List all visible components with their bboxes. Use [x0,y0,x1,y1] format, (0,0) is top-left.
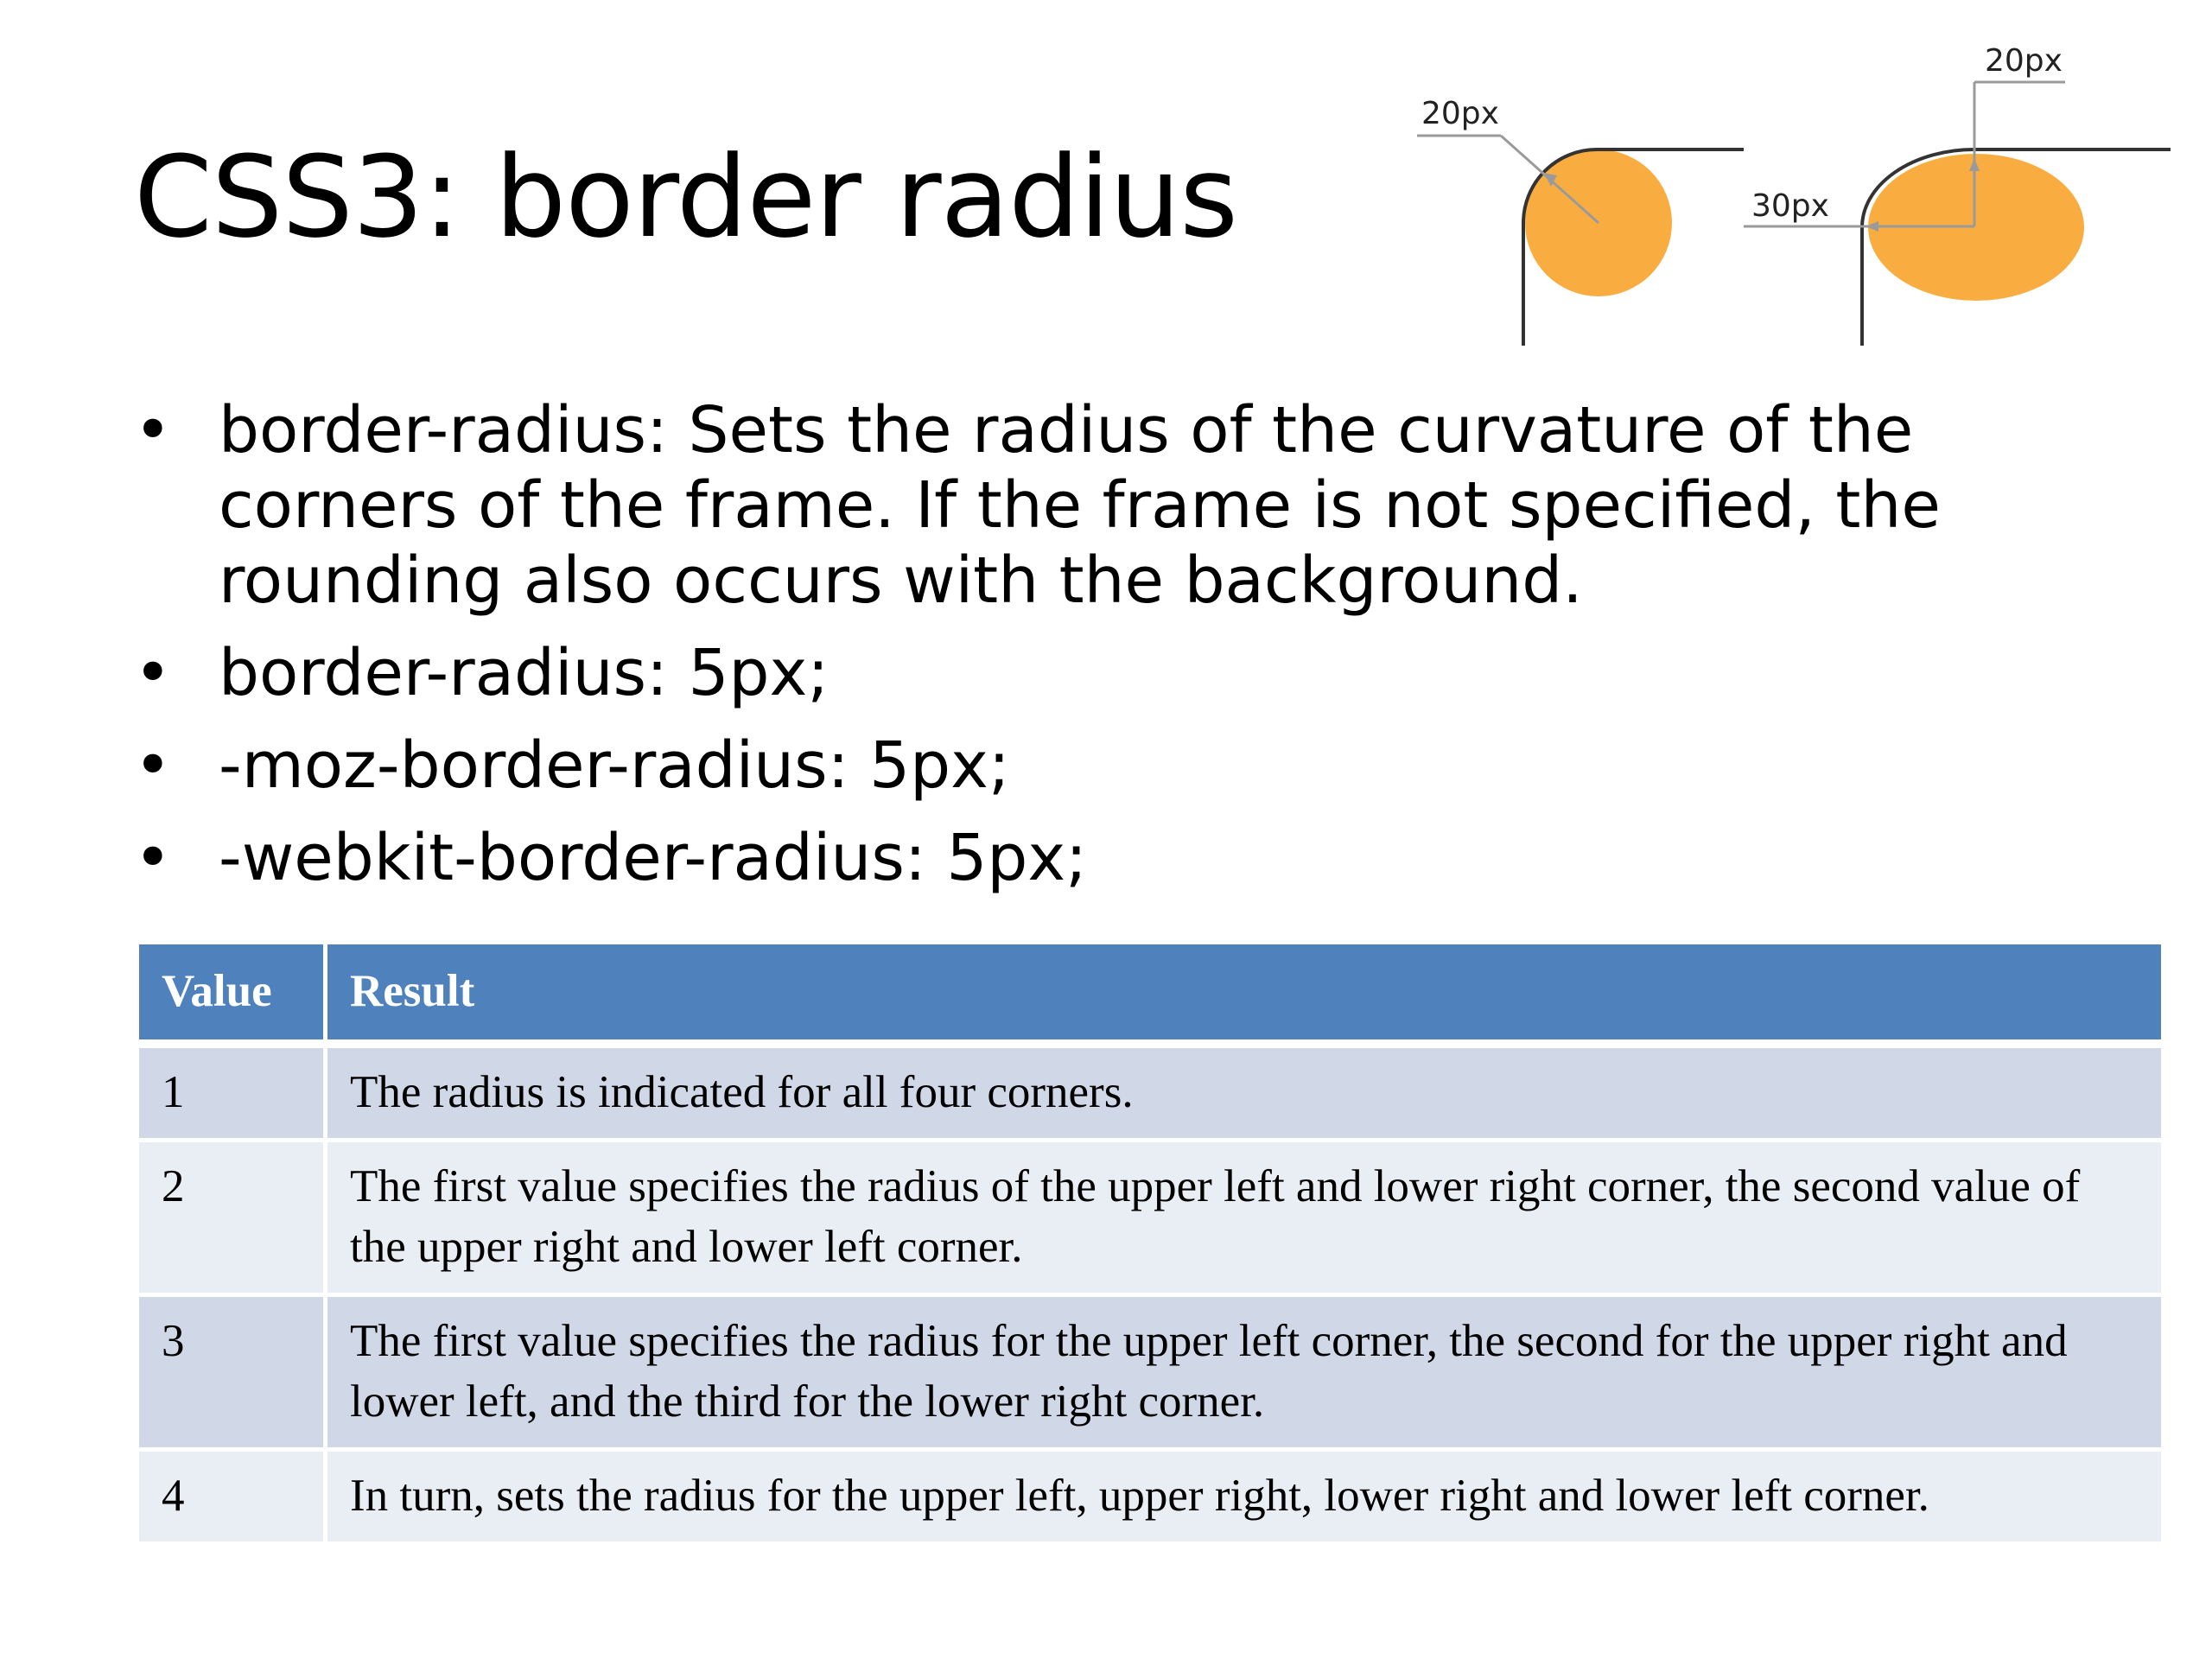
bullet-item [130,821,2117,896]
table-row [139,1142,2161,1297]
bullet-dot: • [134,728,172,803]
cell-value: 1 [139,1048,327,1142]
bullet-text: border-radius: 5px; [219,636,830,710]
table-row [139,1452,2161,1546]
border-radius-diagram [1382,35,2212,354]
left-radius-label: 20px [1421,96,1499,131]
bullet-text: border-radius: Sets the radius of the curvature of the corners of the frame. If the frame is not specified, the rounding also occurs with the background. [219,393,1941,618]
table-header-row [139,944,2161,1048]
slide-title: CSS3: border radius [134,131,1238,263]
bullet-dot: • [134,393,172,467]
cell-result: In turn, sets the radius for the upper left, upper right, lower right and lower left corner. [327,1452,2161,1546]
cell-value: 4 [139,1452,327,1546]
header-result: Result [327,944,2161,1048]
bullet-dot: • [134,821,172,895]
bullet-item [130,636,2117,711]
cell-value: 3 [139,1297,327,1452]
border-radius-values-table [139,944,2161,1546]
bullet-text: -webkit-border-radius: 5px; [219,821,1088,895]
bullet-text: -moz-border-radius: 5px; [219,728,1010,803]
bullet-item [130,393,2117,619]
bullet-dot: • [134,636,172,710]
table-row [139,1297,2161,1452]
bullet-list [130,393,2117,913]
right-top-radius-label: 20px [1985,43,2063,79]
cell-result: The first value specifies the radius for the upper left corner, the second for the upper right and lower left, and the third for the lower right corner. [327,1297,2161,1452]
cell-value: 2 [139,1142,327,1297]
header-value: Value [139,944,327,1048]
bullet-item [130,728,2117,804]
right-side-radius-label: 30px [1751,188,1829,224]
table-row [139,1048,2161,1142]
cell-result: The radius is indicated for all four corners. [327,1048,2161,1142]
cell-result: The first value specifies the radius of the upper left and lower right corner, the second value of the upper right and lower left corner. [327,1142,2161,1297]
